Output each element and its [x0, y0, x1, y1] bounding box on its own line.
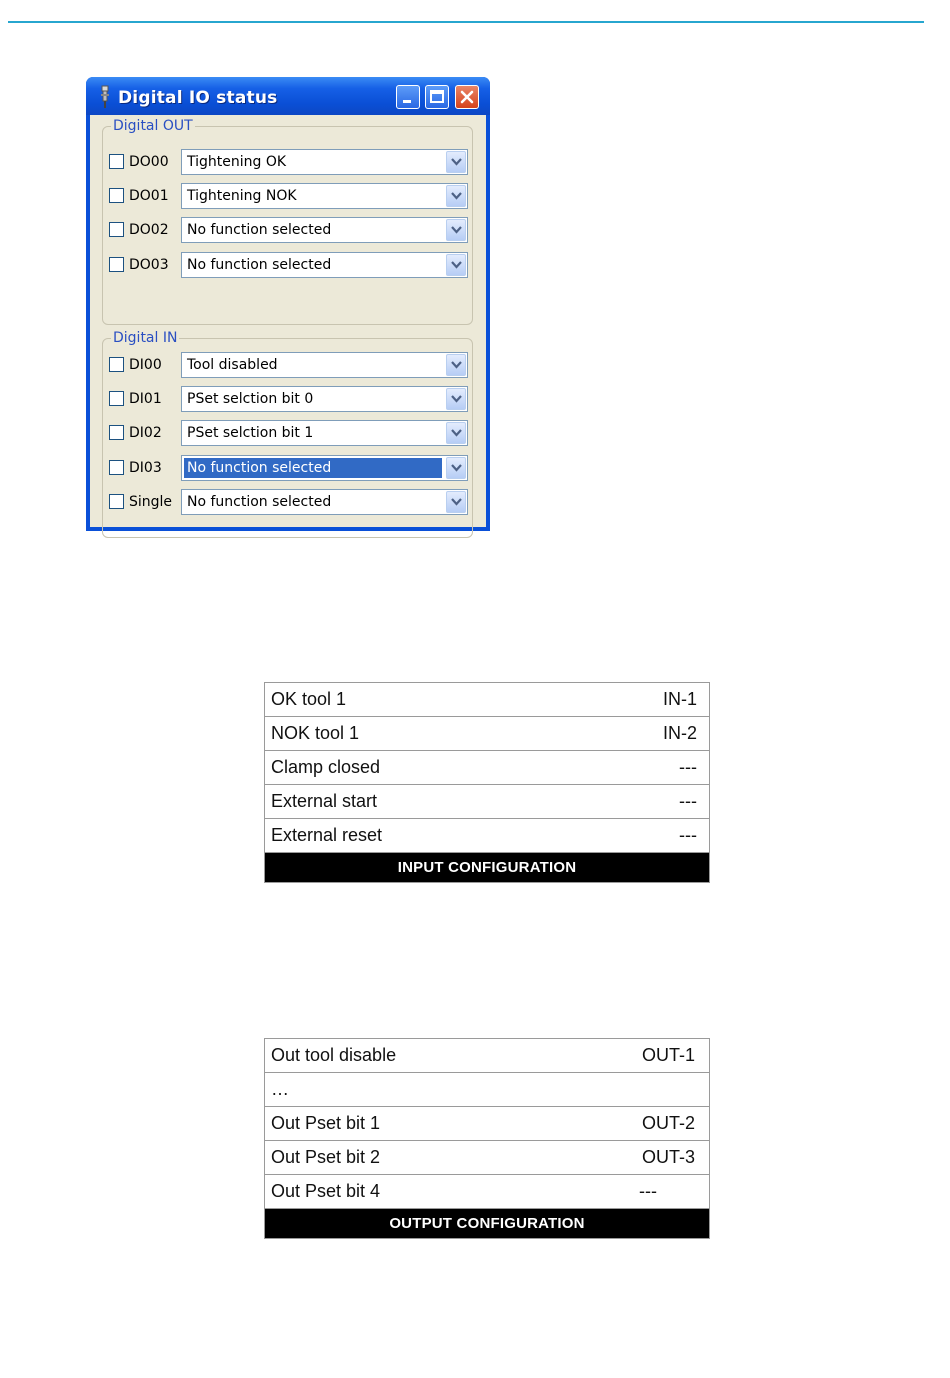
- do01-label: DO01: [129, 188, 169, 204]
- input-value: ---: [679, 757, 697, 777]
- do02-row: [103, 217, 474, 243]
- output-value: OUT-2: [641, 1113, 695, 1133]
- table-row: [265, 1175, 709, 1209]
- di00-label: DI00: [129, 357, 162, 373]
- single-checkbox[interactable]: [109, 494, 124, 509]
- chevron-down-icon[interactable]: [446, 151, 466, 173]
- output-value: OUT-1: [641, 1045, 695, 1065]
- chevron-down-icon[interactable]: [446, 491, 466, 513]
- do01-value: Tightening NOK: [187, 188, 297, 204]
- title-bar[interactable]: [86, 77, 490, 115]
- do01-select[interactable]: [181, 183, 468, 209]
- window-client: [90, 115, 486, 527]
- digital-out-group: [102, 118, 473, 325]
- di01-row: [103, 386, 474, 412]
- table-row: [265, 1141, 709, 1175]
- output-name: Out tool disable: [271, 1045, 397, 1065]
- input-value: ---: [679, 825, 697, 845]
- single-label: Single: [129, 494, 173, 510]
- di02-checkbox[interactable]: [109, 425, 124, 440]
- do00-checkbox[interactable]: [109, 154, 124, 169]
- close-icon: [456, 86, 478, 108]
- do00-select[interactable]: [181, 149, 468, 175]
- do03-value: No function selected: [187, 257, 332, 273]
- di03-row: [103, 455, 474, 481]
- output-value: OUT-3: [641, 1147, 695, 1167]
- input-value: ---: [679, 791, 697, 811]
- do03-select[interactable]: [181, 252, 468, 278]
- window-title: Digital IO status: [118, 88, 278, 108]
- do01-checkbox[interactable]: [109, 188, 124, 203]
- minimize-icon: [397, 86, 419, 108]
- di00-row: [103, 352, 474, 378]
- digital-io-window: [86, 77, 490, 531]
- input-configuration-table: [264, 682, 710, 883]
- di00-select[interactable]: [181, 352, 468, 378]
- do00-label: DO00: [129, 154, 169, 170]
- chevron-down-icon[interactable]: [446, 354, 466, 376]
- output-configuration-table: [264, 1038, 710, 1239]
- do02-value: No function selected: [187, 222, 332, 238]
- chevron-down-icon[interactable]: [446, 388, 466, 410]
- close-button[interactable]: [455, 85, 479, 109]
- do02-label: DO02: [129, 222, 169, 238]
- digital-out-label: Digital OUT: [113, 118, 193, 134]
- di03-value: No function selected: [184, 458, 442, 478]
- input-value: IN-1: [662, 689, 697, 709]
- di02-value: PSet selction bit 1: [187, 425, 314, 441]
- di02-label: DI02: [129, 425, 162, 441]
- chevron-down-icon[interactable]: [446, 219, 466, 241]
- do01-row: [103, 183, 474, 209]
- io-probe-icon: [98, 85, 112, 109]
- maximize-button[interactable]: [425, 85, 449, 109]
- di01-label: DI01: [129, 391, 162, 407]
- chevron-down-icon[interactable]: [446, 254, 466, 276]
- maximize-icon: [426, 86, 448, 108]
- input-value: IN-2: [662, 723, 697, 743]
- input-name: External reset: [271, 825, 383, 845]
- di01-value: PSet selction bit 0: [187, 391, 314, 407]
- output-name: Out Pset bit 1: [271, 1113, 381, 1133]
- table-row: [265, 751, 709, 785]
- di00-value: Tool disabled: [187, 357, 278, 373]
- single-value: No function selected: [187, 494, 332, 510]
- single-row: [103, 489, 474, 515]
- chevron-down-icon[interactable]: [446, 185, 466, 207]
- minimize-button[interactable]: [396, 85, 420, 109]
- single-select[interactable]: [181, 489, 468, 515]
- do03-row: [103, 252, 474, 278]
- table-row: [265, 683, 709, 717]
- table-row: [265, 717, 709, 751]
- do00-value: Tightening OK: [187, 154, 287, 170]
- input-name: External start: [271, 791, 378, 811]
- di03-label: DI03: [129, 460, 162, 476]
- do02-select[interactable]: [181, 217, 468, 243]
- di01-select[interactable]: [181, 386, 468, 412]
- header-rule: [8, 21, 924, 23]
- table-row: [265, 1039, 709, 1073]
- output-configuration-caption: OUTPUT CONFIGURATION: [265, 1209, 709, 1238]
- chevron-down-icon[interactable]: [446, 457, 466, 479]
- do03-label: DO03: [129, 257, 169, 273]
- table-row: [265, 1073, 709, 1107]
- do03-checkbox[interactable]: [109, 257, 124, 272]
- digital-in-group: [102, 330, 473, 538]
- input-name: OK tool 1: [271, 689, 347, 709]
- output-name: …: [271, 1079, 289, 1099]
- input-configuration-caption: INPUT CONFIGURATION: [265, 853, 709, 882]
- do00-row: [103, 149, 474, 175]
- di01-checkbox[interactable]: [109, 391, 124, 406]
- chevron-down-icon[interactable]: [446, 422, 466, 444]
- output-value: ---: [639, 1181, 657, 1201]
- input-name: Clamp closed: [271, 757, 381, 777]
- di02-row: [103, 420, 474, 446]
- di03-checkbox[interactable]: [109, 460, 124, 475]
- di03-select[interactable]: [181, 455, 468, 481]
- digital-in-label: Digital IN: [113, 330, 178, 346]
- di00-checkbox[interactable]: [109, 357, 124, 372]
- output-name: Out Pset bit 4: [271, 1181, 381, 1201]
- do02-checkbox[interactable]: [109, 222, 124, 237]
- output-name: Out Pset bit 2: [271, 1147, 381, 1167]
- di02-select[interactable]: [181, 420, 468, 446]
- table-row: [265, 819, 709, 853]
- table-row: [265, 785, 709, 819]
- table-row: [265, 1107, 709, 1141]
- input-name: NOK tool 1: [271, 723, 360, 743]
